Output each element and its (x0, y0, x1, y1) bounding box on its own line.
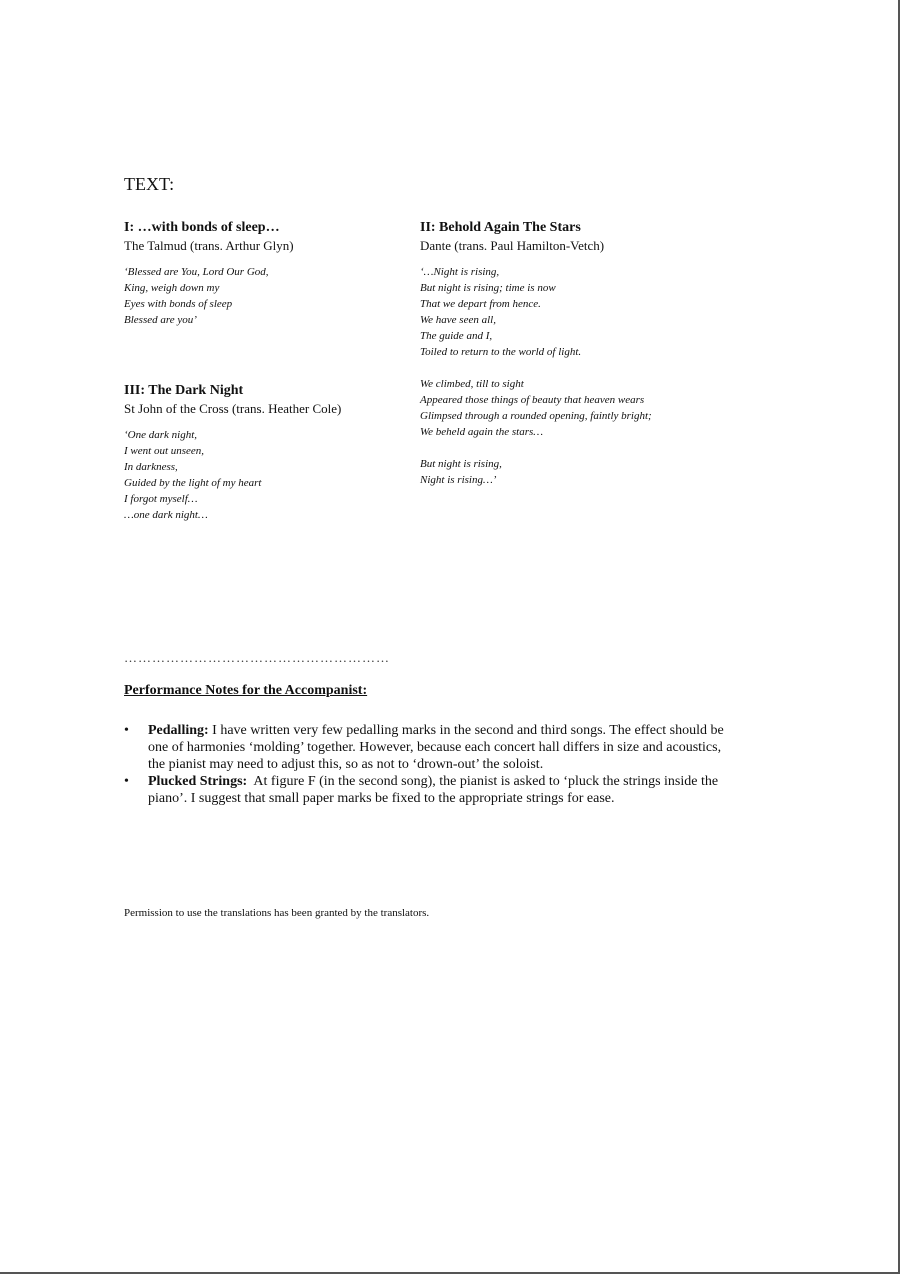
verse-line: In darkness, (124, 461, 178, 473)
verse-line: I went out unseen, (124, 445, 205, 457)
song-title: III: The Dark Night (124, 383, 244, 398)
note-text: I have written very few pedalling marks in the second and third songs. The effect should be one of harmonies ‘molding’ together. However, because each concert hall differs in size and acoustics, the pianist may need to adjust this, so as not to ‘drown-out’ the soloist. (148, 723, 724, 772)
verse-line: I forgot myself… (124, 493, 198, 505)
notes-heading: Performance Notes for the Accompanist: (124, 683, 368, 698)
verse-line: That we depart from hence. (420, 298, 541, 310)
dotted-divider: ………………………………………………… (124, 650, 390, 665)
verse-line: Toiled to return to the world of light. (420, 346, 582, 358)
verse-line: We have seen all, (420, 314, 496, 326)
stanza-gap (420, 440, 740, 456)
stanza-gap (420, 360, 740, 376)
bullet-icon: • (124, 774, 129, 789)
song-3 (124, 382, 424, 523)
song-verse (420, 264, 740, 488)
verse-line: We beheld again the stars… (420, 426, 544, 438)
verse-line: …one dark night… (124, 509, 208, 521)
permission-note: Permission to use the translations has been granted by the translators. (124, 907, 430, 919)
verse-line: But night is rising, (420, 458, 502, 470)
note-label: Pedalling: (148, 723, 209, 738)
verse-line: The guide and I, (420, 330, 493, 342)
song-verse (124, 264, 424, 328)
song-author: The Talmud (trans. Arthur Glyn) (124, 238, 294, 253)
verse-line: ‘…Night is rising, (420, 266, 500, 278)
verse-line: King, weigh down my (124, 282, 220, 294)
page-heading: TEXT: (124, 174, 175, 194)
notes-list (124, 722, 724, 807)
song-author: Dante (trans. Paul Hamilton-Vetch) (420, 238, 605, 253)
song-author: St John of the Cross (trans. Heather Cole) (124, 401, 342, 416)
note-label: Plucked Strings: (148, 774, 248, 789)
verse-line: Glimpsed through a rounded opening, faintly bright; (420, 410, 652, 422)
song-title: I: …with bonds of sleep… (124, 220, 280, 235)
verse-line: Appeared those things of beauty that heaven wears (420, 394, 645, 406)
verse-line: We climbed, till to sight (420, 378, 524, 390)
bullet-icon: • (124, 723, 129, 738)
verse-line: But night is rising; time is now (420, 282, 556, 294)
song-title: II: Behold Again The Stars (420, 220, 581, 235)
note-item-pedalling (124, 722, 724, 773)
verse-line: ‘Blessed are You, Lord Our God, (124, 266, 269, 278)
verse-line: Night is rising…’ (420, 474, 497, 486)
note-item-plucked-strings (124, 773, 724, 807)
song-1 (124, 219, 424, 328)
note-text: At figure F (in the second song), the pianist is asked to ‘pluck the strings inside the piano’. I suggest that small paper marks be fixed to the appropriate strings for ease. (148, 774, 722, 806)
verse-line: ‘One dark night, (124, 429, 198, 441)
verse-line: Blessed are you’ (124, 314, 197, 326)
song-2 (420, 219, 740, 488)
verse-line: Eyes with bonds of sleep (124, 298, 233, 310)
verse-line: Guided by the light of my heart (124, 477, 262, 489)
song-verse (124, 427, 424, 523)
